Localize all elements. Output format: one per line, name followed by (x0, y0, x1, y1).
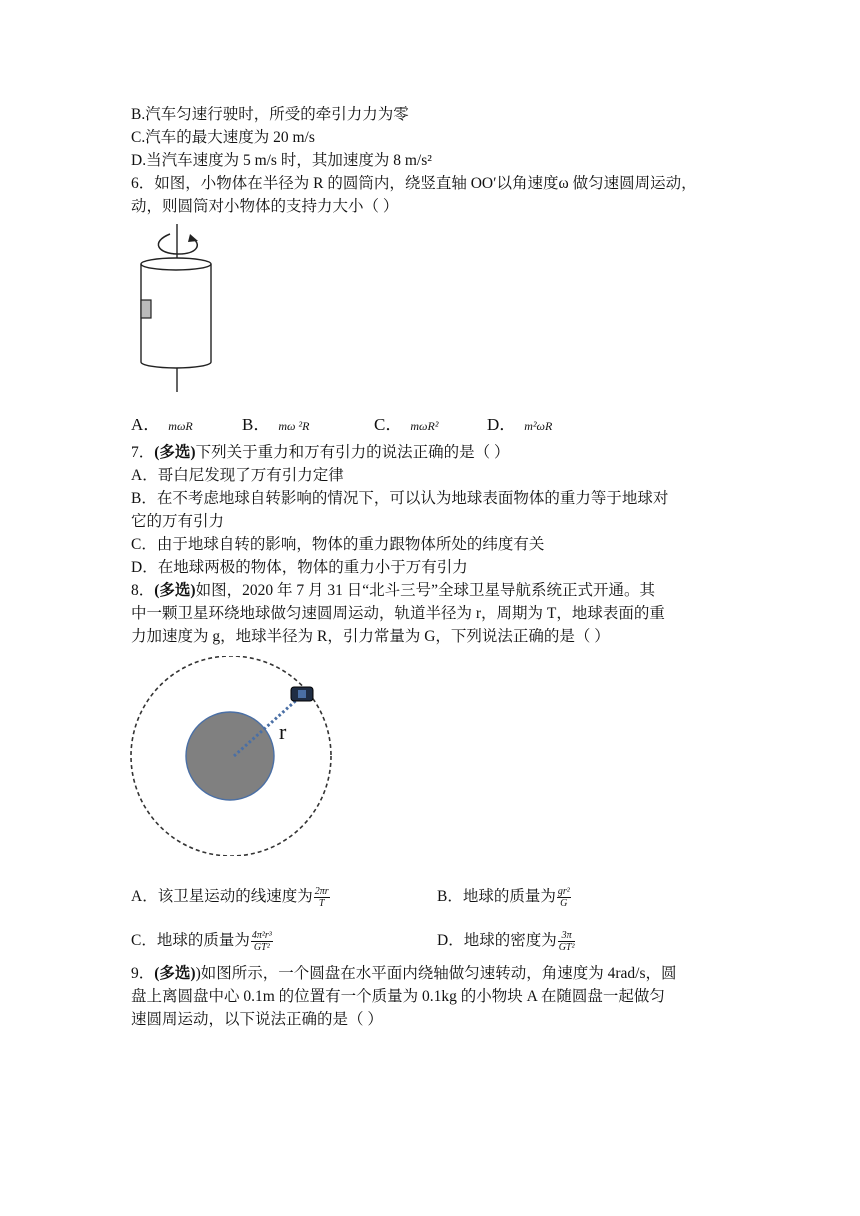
q6-stem-line1: 6．如图，小物体在半径为 R 的圆筒内，绕竖直轴 OO′以角速度ω 做匀速圆周运动， (131, 175, 697, 192)
q7-option-d: D．在地球两极的物体，物体的重力小于万有引力 (131, 559, 468, 576)
q6-stem-line2: 动，则圆筒对小物体的支持力大小（ ） (131, 198, 399, 215)
q7-option-a: A．哥白尼发现了万有引力定律 (131, 467, 344, 484)
radius-label: r (279, 719, 287, 744)
rotating-cylinder-figure (130, 220, 230, 395)
q6-options (131, 410, 731, 432)
q5-option-b: B.汽车匀速行驶时，所受的牵引力力为零 (131, 106, 409, 123)
q7-option-c: C．由于地球自转的影响，物体的重力跟物体所处的纬度有关 (131, 536, 545, 553)
q8-option-c: C．地球的质量为 $\frac{\text{4π²r³}}{\text{GT²}}$ (131, 930, 272, 953)
q5-option-d: D.当汽车速度为 5 m/s 时，其加速度为 8 m/s² (131, 152, 432, 169)
q8-option-d: D．地球的密度为 $\frac{3\pi}{\text{GT²}}$ (437, 930, 575, 953)
q6-option-b: B． mω ²R (242, 415, 310, 434)
q6-option-d: D． m²ωR (487, 415, 553, 434)
q8-option-b-fraction: $\frac{\text{gr²}}{G}$ (557, 886, 570, 909)
q7-option-b: B．在不考虑地球自转影响的情况下，可以认为地球表面物体的重力等于地球对 (131, 490, 669, 507)
q7-stem: 7．(多选)下列关于重力和万有引力的说法正确的是（ ） (131, 444, 510, 461)
q9-stem-line2: 盘上离圆盘中心 0.1m 的位置有一个质量为 0.1kg 的小物块 A 在随圆盘一起做匀 (131, 988, 665, 1005)
q8-stem-line2: 中一颗卫星环绕地球做匀速圆周运动，轨道半径为 r，周期为 T，地球表面的重 (131, 605, 665, 622)
q8-option-d-fraction: $\frac{3\pi}{\text{GT²}}$ (558, 930, 575, 953)
earth-circle (186, 712, 274, 800)
q7-option-b-cont: 它的万有引力 (131, 513, 225, 530)
q9-stem-line3: 速圆周运动，以下说法正确的是（ ） (131, 1011, 383, 1028)
q9-stem-line1: 9．(多选))如图所示，一个圆盘在水平面内绕轴做匀速转动，角速度为 4rad/s，圆 (131, 965, 677, 982)
satellite-icon (291, 687, 313, 701)
q8-option-a: A．该卫星运动的线速度为 $\frac{2\pi r}{T}$ (131, 886, 329, 909)
satellite-orbit-figure (128, 656, 338, 856)
q8-option-c-fraction: $\frac{\text{4π²r³}}{\text{GT²}}$ (251, 930, 272, 953)
q8-option-b: B．地球的质量为 $\frac{\text{gr²}}{G}$ (437, 886, 570, 909)
q8-stem-line3: 力加速度为 g，地球半径为 R，引力常量为 G，下列说法正确的是（ ） (131, 628, 610, 645)
q6-option-c: C． mωR² (374, 415, 439, 434)
q6-option-a: A． mωR (131, 415, 193, 434)
q8-option-a-fraction: $\frac{2\pi r}{T}$ (314, 886, 329, 909)
q8-stem-line1: 8．(多选)如图，2020 年 7 月 31 日“北斗三号”全球卫星导航系统正式开通。其 (131, 582, 655, 599)
q5-option-c: C.汽车的最大速度为 20 m/s (131, 129, 315, 146)
